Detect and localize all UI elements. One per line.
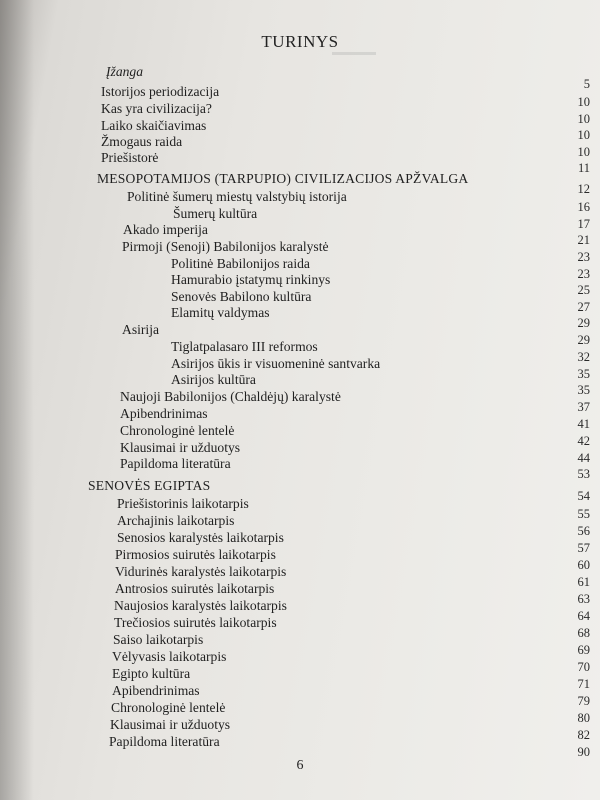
- toc-entry-page: 16: [577, 200, 590, 214]
- toc-entry-title: Politinė Babilonijos raida: [171, 256, 310, 271]
- page-title: TURINYS: [261, 32, 339, 51]
- toc-entry-title: Tiglatpalasaro III reformos: [171, 339, 318, 354]
- toc-entry-page: 21: [577, 233, 590, 247]
- toc-entry-title: Vidurinės karalystės laikotarpis: [115, 564, 287, 579]
- toc-entry-page: 41: [577, 417, 590, 431]
- toc-entry: [171, 356, 380, 372]
- toc-entry: [115, 581, 274, 597]
- toc-entry-title: Apibendrinimas: [112, 683, 200, 698]
- toc-entry: [112, 649, 226, 665]
- toc-entry-page: 11: [577, 161, 590, 175]
- toc-entry: [111, 700, 225, 716]
- toc-entry-page: 10: [577, 128, 590, 142]
- toc-entry: [101, 118, 206, 134]
- toc-entry: [115, 564, 286, 580]
- toc-entry: [110, 717, 230, 733]
- toc-entry-title: Antrosios suirutės laikotarpis: [115, 581, 275, 596]
- toc-entry-page: 70: [577, 660, 590, 674]
- toc-entry-page: 54: [577, 489, 590, 503]
- toc-entry-title: Senovės Babilono kultūra: [171, 289, 312, 304]
- toc-entry-page: 29: [577, 333, 590, 347]
- toc-entry-title: MESOPOTAMIJOS (TARPUPIO) CIVILIZACIJOS APŽVALGA: [97, 171, 469, 186]
- toc-entry: [113, 632, 203, 648]
- toc-entry: [123, 222, 208, 238]
- toc-entry: [120, 406, 208, 422]
- toc-entry: [114, 598, 287, 614]
- toc-entry-title: Asirijos kultūra: [171, 372, 256, 387]
- toc-entry-page: 23: [577, 267, 590, 281]
- toc-entry-title: Klausimai ir užduotys: [110, 717, 231, 732]
- toc-entry-page: 44: [577, 451, 590, 465]
- toc-entry: [114, 615, 277, 631]
- toc-entry-title: Politinė šumerų miestų valstybių istorija: [127, 189, 347, 204]
- toc-entry-page: 55: [577, 507, 590, 521]
- toc-entry-page: 69: [577, 643, 590, 657]
- toc-entry-page: 60: [577, 558, 590, 572]
- toc-entry-title: Istorijos periodizacija: [101, 84, 220, 99]
- toc-entry-title: Laiko skaičiavimas: [101, 118, 207, 133]
- toc-entry-title: Vėlyvasis laikotarpis: [112, 649, 227, 664]
- toc-entry: [112, 683, 200, 699]
- toc-entry-page: 57: [577, 541, 590, 555]
- toc-entry-title: Apibendrinimas: [120, 406, 208, 421]
- toc-entry-page: 12: [577, 182, 590, 196]
- toc-entry-page: 27: [577, 300, 590, 314]
- toc-entry-page: 53: [577, 467, 590, 481]
- toc-entry-page: 71: [577, 677, 590, 691]
- toc-entry-page: 23: [577, 250, 590, 264]
- toc-entry: [122, 239, 329, 255]
- toc-entry-page: 90: [577, 745, 590, 759]
- toc-entry-title: Naujosios karalystės laikotarpis: [114, 598, 287, 613]
- toc-entry-page: 42: [577, 434, 590, 448]
- toc-entry-page: 64: [577, 609, 590, 623]
- toc-entry-page: 10: [577, 145, 590, 159]
- toc-entry-title: Priešistorė: [101, 150, 159, 165]
- toc-entry-title: Senosios karalystės laikotarpis: [117, 530, 284, 545]
- toc-entry-page: 35: [577, 383, 590, 397]
- toc-entry: [106, 64, 143, 80]
- toc-entry-page: 56: [577, 524, 590, 538]
- toc-entry-title: Asirijos ūkis ir visuomeninė santvarka: [171, 356, 381, 371]
- toc-entry-page: 5: [583, 77, 590, 91]
- toc-entry: [173, 206, 257, 222]
- toc-entry-page: 80: [577, 711, 590, 725]
- toc-entry-title: Chronologinė lentelė: [120, 423, 235, 438]
- toc-entry-page: 37: [577, 400, 590, 414]
- toc-entry: [109, 734, 220, 750]
- toc-entry: [120, 456, 231, 472]
- toc-entry-title: Trečiosios suirutės laikotarpis: [114, 615, 277, 630]
- toc-entry-title: Papildoma literatūra: [120, 456, 231, 471]
- toc-entry: [120, 423, 234, 439]
- toc-section-heading: [97, 171, 468, 187]
- toc-entry-title: Chronologinė lentelė: [111, 700, 226, 715]
- toc-entry: [101, 150, 158, 166]
- toc-entry-page: 82: [577, 728, 590, 742]
- toc-entry-title: SENOVĖS EGIPTAS: [88, 478, 211, 493]
- toc-entry: [171, 289, 311, 305]
- toc-entry: [101, 84, 219, 100]
- toc-entry-title: Naujoji Babilonijos (Chaldėjų) karalystė: [120, 389, 341, 404]
- toc-entry-title: Priešistorinis laikotarpis: [117, 496, 249, 511]
- toc-entry: [171, 256, 310, 272]
- toc-entry-page: 10: [577, 95, 590, 109]
- toc-entry-title: Elamitų valdymas: [171, 305, 270, 320]
- toc-entry: [120, 440, 240, 456]
- toc-entry-page: 32: [577, 350, 590, 364]
- toc-entry-title: Asirija: [122, 322, 159, 337]
- toc-entry-title: Klausimai ir užduotys: [120, 440, 241, 455]
- toc-entry-title: Egipto kultūra: [112, 666, 191, 681]
- toc-entry-page: 10: [577, 112, 590, 126]
- toc-entry: [117, 496, 249, 512]
- toc-entry-page: 17: [577, 217, 590, 231]
- toc-entry: [171, 372, 256, 388]
- toc-entry-page: 63: [577, 592, 590, 606]
- toc-entry: [101, 134, 182, 150]
- toc-entry: [117, 513, 234, 529]
- toc-entry-title: Hamurabio įstatymų rinkinys: [171, 272, 331, 287]
- toc-entry: [115, 547, 276, 563]
- toc-entry-page: 79: [577, 694, 590, 708]
- toc-entry: [127, 189, 347, 205]
- toc-entry-title: Papildoma literatūra: [109, 734, 220, 749]
- toc-entry-title: Archajinis laikotarpis: [117, 513, 235, 528]
- toc-entry-page: 68: [577, 626, 590, 640]
- page-number: 6: [296, 758, 304, 773]
- toc-entry-page: 35: [577, 367, 590, 381]
- toc-entry-title: Šumerų kultūra: [173, 206, 258, 221]
- toc-entry: [171, 272, 330, 288]
- toc-entry: [171, 339, 318, 355]
- toc-entry-title: Įžanga: [106, 64, 144, 79]
- toc-entry-title: Saiso laikotarpis: [113, 632, 204, 647]
- toc-entry-title: Akado imperija: [123, 222, 208, 237]
- toc-entry: [120, 389, 341, 405]
- toc-entry: [117, 530, 284, 546]
- toc-entry-page: 29: [577, 316, 590, 330]
- toc-section-heading: [88, 478, 210, 494]
- toc-entry-page: 61: [577, 575, 590, 589]
- toc-entry: [101, 101, 212, 117]
- toc-entry: [171, 305, 270, 321]
- toc-entry-page: 25: [577, 283, 590, 297]
- toc-entry-title: Žmogaus raida: [101, 134, 183, 149]
- toc-entry-title: Pirmoji (Senoji) Babilonijos karalystė: [122, 239, 329, 254]
- toc-entry-title: Kas yra civilizacija?: [101, 101, 212, 116]
- toc-entry: [122, 322, 159, 338]
- toc-entry-title: Pirmosios suirutės laikotarpis: [115, 547, 276, 562]
- toc-entry: [112, 666, 190, 682]
